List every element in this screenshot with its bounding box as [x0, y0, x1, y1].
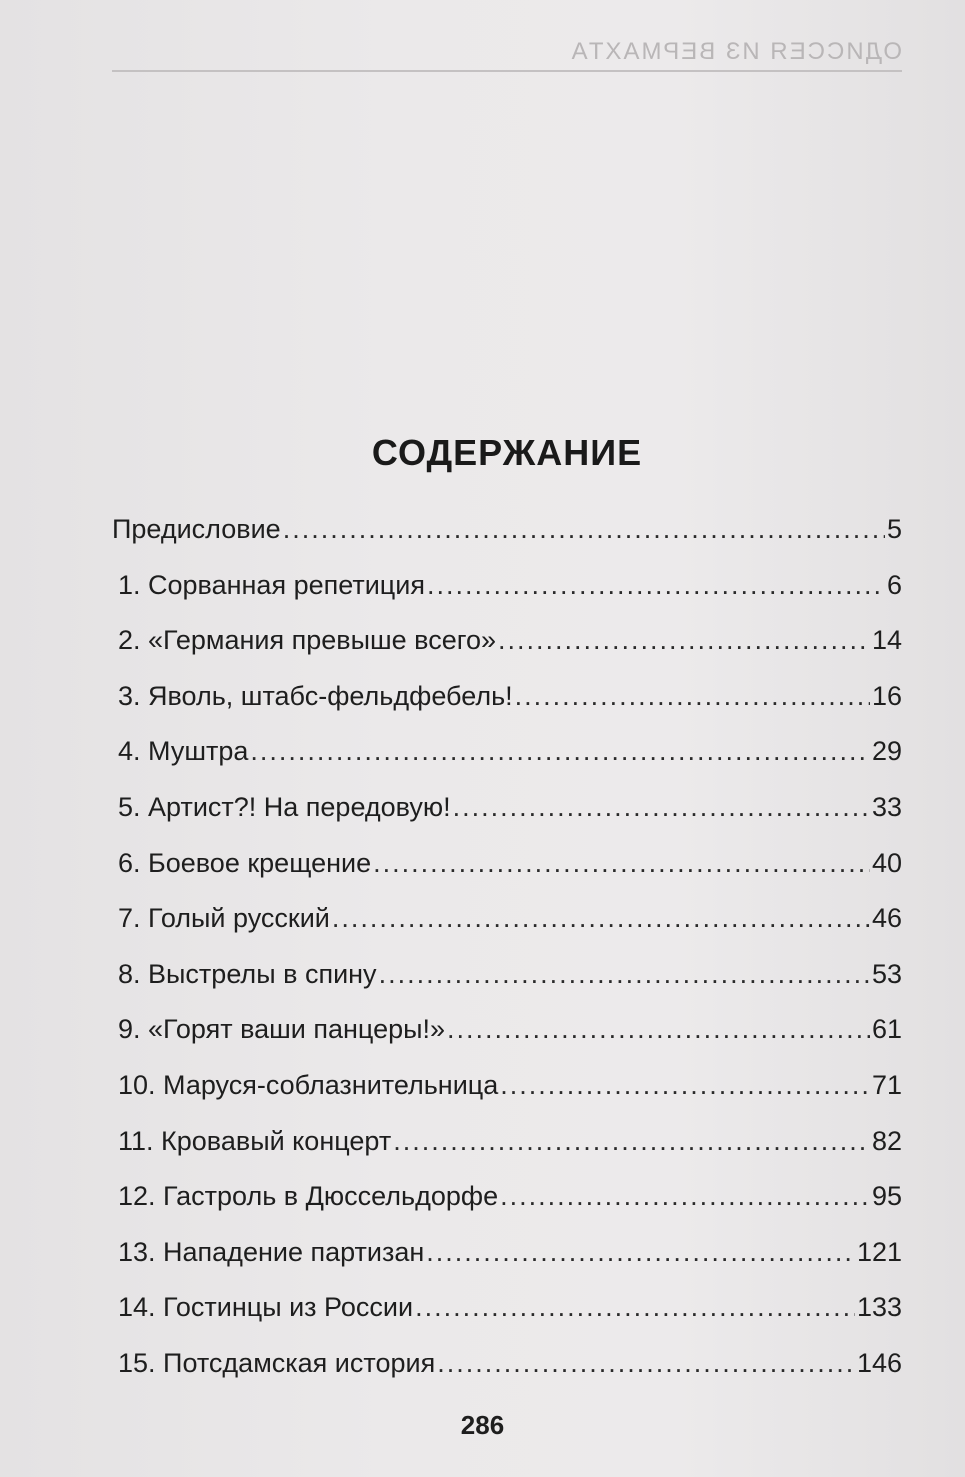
toc-entry	[112, 621, 902, 677]
toc-entry-title: 14. Гостинцы из России	[118, 1292, 414, 1323]
toc-entry-page: 6	[886, 569, 902, 600]
toc-dot-leader	[415, 1288, 855, 1326]
toc-entry-title: 9. «Горят ваши панцеры!»	[118, 1014, 446, 1045]
toc-entry-page: 71	[871, 1069, 902, 1100]
toc-entry-title: 12. Гастроль в Дюссельдорфе	[118, 1181, 499, 1212]
toc-entry-title: 10. Маруся-соблазнительница	[118, 1069, 499, 1100]
toc-entry-title: 15. Потсдамская история	[118, 1347, 436, 1378]
toc-entry-page: 33	[871, 791, 902, 822]
toc-entry-page: 146	[856, 1347, 902, 1378]
toc-entry	[112, 510, 902, 566]
toc-entry-title: 4. Муштра	[118, 736, 249, 767]
toc-dot-leader	[379, 955, 870, 993]
toc-entry-title: 3. Яволь, штабс-фельдфебель!	[118, 680, 513, 711]
toc-dot-leader	[426, 1233, 855, 1271]
toc-dot-leader	[283, 510, 885, 548]
toc-entry	[112, 1122, 902, 1178]
toc-entry-page: 121	[856, 1236, 902, 1267]
toc-entry	[112, 955, 902, 1011]
toc-entry	[112, 1177, 902, 1233]
toc-dot-leader	[447, 1010, 870, 1048]
toc-dot-leader	[498, 621, 870, 659]
toc-entry	[112, 788, 902, 844]
toc-heading: СОДЕРЖАНИЕ	[371, 432, 643, 473]
toc-entry-page: 53	[871, 958, 902, 989]
toc-dot-leader	[515, 677, 870, 715]
page-number: 286	[460, 1410, 505, 1440]
toc-entry-title: 1. Сорванная репетиция	[118, 569, 425, 600]
toc-entry	[112, 1233, 902, 1289]
toc-entry-page: 95	[871, 1181, 902, 1212]
toc-entry-page: 16	[871, 680, 902, 711]
toc-entry-page: 82	[871, 1125, 902, 1156]
toc-entry-page: 40	[871, 847, 902, 878]
toc-entry	[112, 1288, 902, 1344]
running-head-rule	[112, 70, 902, 72]
toc-entry-title: 7. Голый русский	[118, 903, 330, 934]
toc-dot-leader	[332, 899, 870, 937]
toc-dot-leader	[500, 1177, 870, 1215]
toc-entry-title: 8. Выстрелы в спину	[118, 958, 377, 989]
toc-entry-page: 14	[871, 625, 902, 656]
table-of-contents	[112, 510, 902, 1400]
toc-entry-title: Предисловие	[112, 514, 281, 544]
toc-entry-title: 13. Нападение партизан	[118, 1236, 425, 1267]
toc-dot-leader	[250, 732, 870, 770]
toc-entry-page: 5	[886, 514, 902, 544]
toc-dot-leader	[427, 566, 885, 604]
toc-entry-title: 2. «Германия превыше всего»	[118, 625, 496, 656]
toc-dot-leader	[393, 1122, 870, 1160]
toc-entry	[112, 566, 902, 622]
toc-entry	[112, 1066, 902, 1122]
toc-entry	[112, 677, 902, 733]
toc-entry-page: 133	[856, 1292, 902, 1323]
toc-entry	[112, 844, 902, 900]
toc-dot-leader	[437, 1344, 855, 1382]
toc-entry-page: 61	[871, 1014, 902, 1045]
running-head	[112, 34, 902, 74]
toc-entry-title: 11. Кровавый концерт	[118, 1125, 392, 1156]
toc-entry	[112, 1010, 902, 1066]
toc-entry	[112, 899, 902, 955]
toc-dot-leader	[453, 788, 870, 826]
toc-dot-leader	[373, 844, 870, 882]
toc-entry-title: 6. Боевое крещение	[118, 847, 372, 878]
toc-entry	[112, 732, 902, 788]
running-head-title: ОДИССЕЯ ИЗ ВЕРМАХТА	[569, 38, 902, 65]
toc-dot-leader	[500, 1066, 870, 1104]
toc-entry-page: 29	[871, 736, 902, 767]
toc-entry-title: 5. Артист?! На передовую!	[118, 791, 451, 822]
toc-entry-page: 46	[871, 903, 902, 934]
toc-entry	[112, 1344, 902, 1400]
